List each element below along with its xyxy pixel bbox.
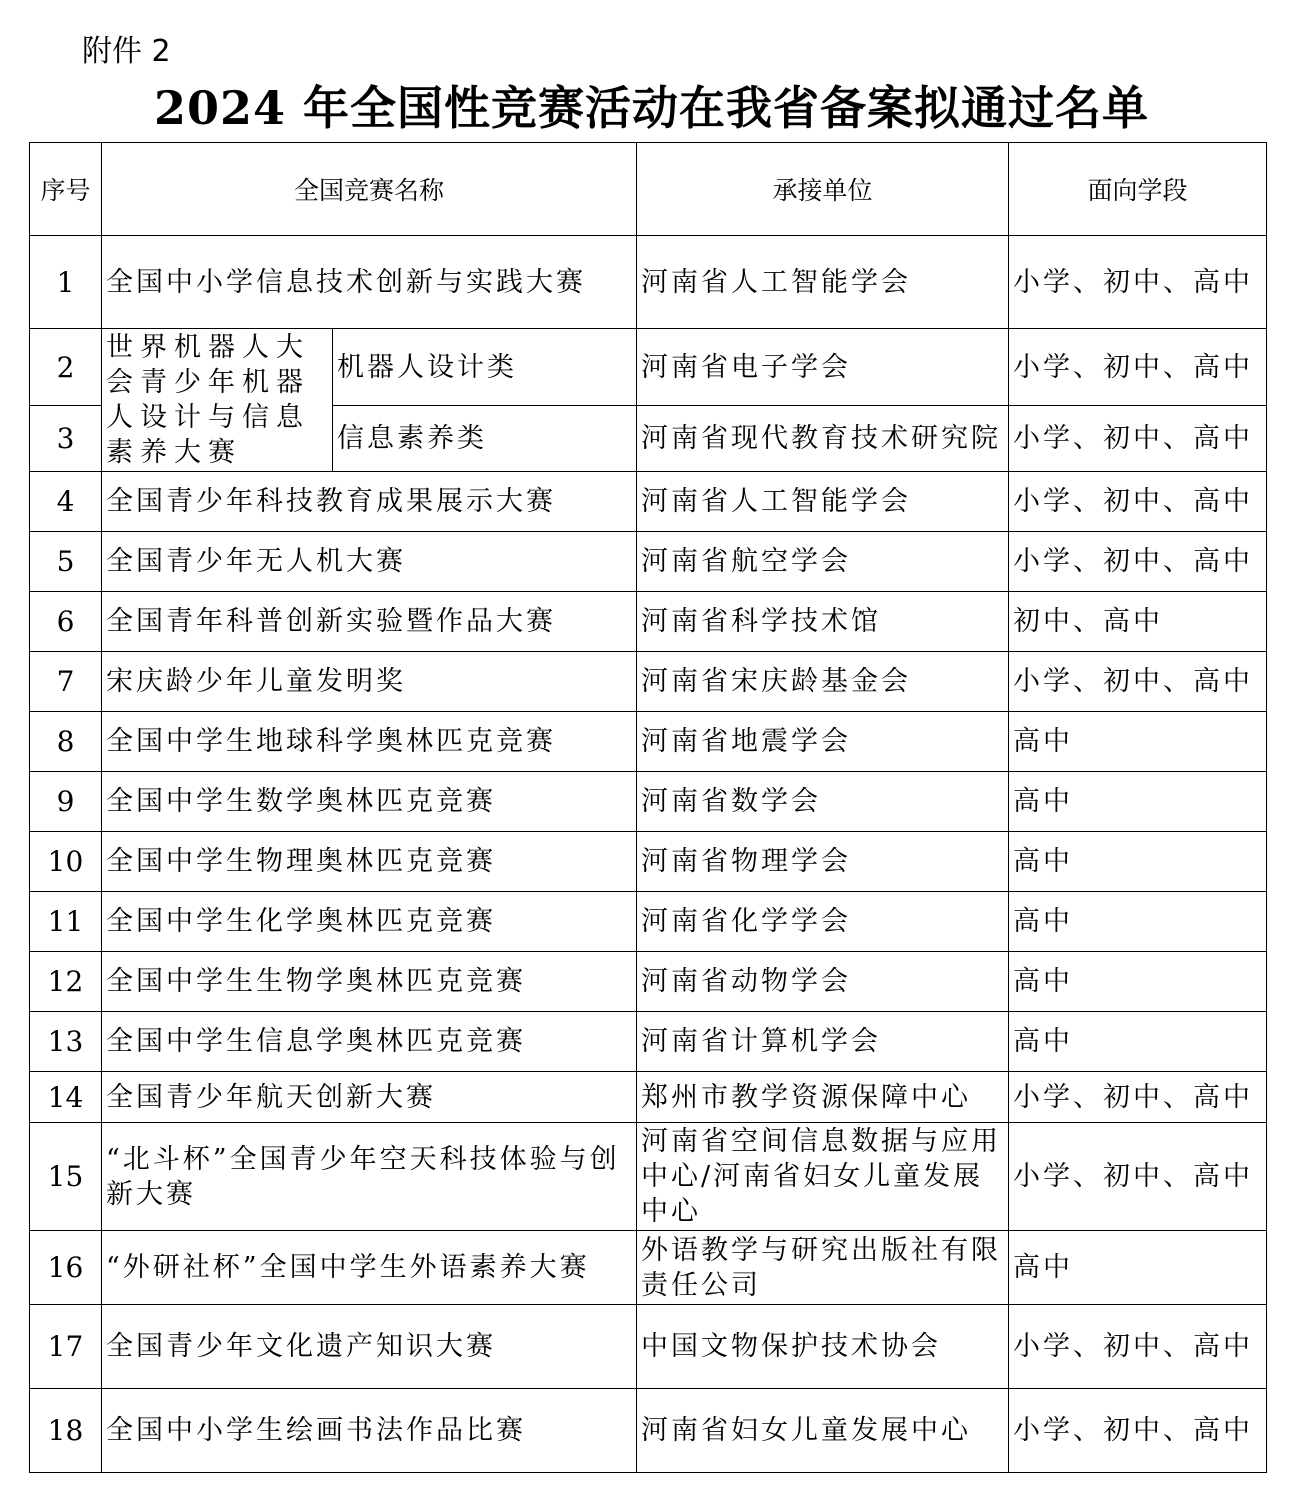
row-level: 高中 (1009, 1012, 1267, 1072)
row-index: 15 (30, 1123, 102, 1231)
row-level: 小学、初中、高中 (1009, 472, 1267, 532)
page-title: 2024 年全国性竞赛活动在我省备案拟通过名单 (153, 81, 1150, 135)
row-organizer: 河南省现代教育技术研究院 (637, 406, 1009, 472)
row-competition: 全国青少年科技教育成果展示大赛 (102, 472, 637, 532)
row-organizer: 河南省电子学会 (637, 329, 1009, 406)
row-organizer: 河南省航空学会 (637, 532, 1009, 592)
header-level: 面向学段 (1009, 143, 1267, 236)
row-index: 10 (30, 832, 102, 892)
row-level: 初中、高中 (1009, 592, 1267, 652)
table-row (30, 892, 1267, 952)
row-competition: 全国青少年航天创新大赛 (102, 1072, 637, 1123)
row-level: 高中 (1009, 772, 1267, 832)
row-index: 4 (30, 472, 102, 532)
row-organizer: 河南省妇女儿童发展中心 (637, 1389, 1009, 1473)
row-index: 2 (30, 329, 102, 406)
row-competition: 全国中学生地球科学奥林匹克竞赛 (102, 712, 637, 772)
row-index: 7 (30, 652, 102, 712)
row-index: 8 (30, 712, 102, 772)
row-organizer: 中国文物保护技术协会 (637, 1305, 1009, 1389)
table-row (30, 652, 1267, 712)
row-level: 小学、初中、高中 (1009, 1389, 1267, 1473)
row-level: 高中 (1009, 892, 1267, 952)
table-row (30, 712, 1267, 772)
row-organizer: 河南省人工智能学会 (637, 236, 1009, 329)
table-row (30, 532, 1267, 592)
row-competition: 全国中小学生绘画书法作品比赛 (102, 1389, 637, 1473)
row-index: 14 (30, 1072, 102, 1123)
table-row (30, 1231, 1267, 1305)
row-competition: 全国青少年无人机大赛 (102, 532, 637, 592)
attachment-label: 附件 2 (82, 34, 171, 69)
row-level: 小学、初中、高中 (1009, 406, 1267, 472)
row-level: 小学、初中、高中 (1009, 532, 1267, 592)
group-competition-name: 世界机器人大会青少年机器人设计与信息素养大赛 (102, 329, 333, 472)
row-organizer: 河南省物理学会 (637, 832, 1009, 892)
header-index: 序号 (30, 143, 102, 236)
header-organizer: 承接单位 (637, 143, 1009, 236)
row-organizer: 河南省数学会 (637, 772, 1009, 832)
row-level: 小学、初中、高中 (1009, 652, 1267, 712)
table-row (30, 1012, 1267, 1072)
row-level: 小学、初中、高中 (1009, 1305, 1267, 1389)
row-subcategory: 机器人设计类 (333, 329, 637, 406)
table-row (30, 1123, 1267, 1231)
table-row (30, 592, 1267, 652)
row-competition: 宋庆龄少年儿童发明奖 (102, 652, 637, 712)
table-row (30, 1389, 1267, 1473)
row-competition: 全国中小学信息技术创新与实践大赛 (102, 236, 637, 329)
row-level: 小学、初中、高中 (1009, 236, 1267, 329)
row-competition: 全国中学生生物学奥林匹克竞赛 (102, 952, 637, 1012)
table-row (30, 472, 1267, 532)
row-level: 高中 (1009, 952, 1267, 1012)
table-row (30, 329, 1267, 406)
header-competition: 全国竞赛名称 (102, 143, 637, 236)
table-row (30, 832, 1267, 892)
table-row (30, 236, 1267, 329)
row-competition: 全国青年科普创新实验暨作品大赛 (102, 592, 637, 652)
row-organizer: 河南省人工智能学会 (637, 472, 1009, 532)
row-organizer: 河南省空间信息数据与应用中心/河南省妇女儿童发展中心 (637, 1123, 1009, 1231)
row-level: 小学、初中、高中 (1009, 329, 1267, 406)
row-subcategory: 信息素养类 (333, 406, 637, 472)
row-competition: 全国中学生信息学奥林匹克竞赛 (102, 1012, 637, 1072)
row-organizer: 外语教学与研究出版社有限责任公司 (637, 1231, 1009, 1305)
row-index: 5 (30, 532, 102, 592)
competition-table (29, 142, 1267, 1473)
row-index: 9 (30, 772, 102, 832)
row-organizer: 河南省计算机学会 (637, 1012, 1009, 1072)
row-index: 13 (30, 1012, 102, 1072)
row-index: 12 (30, 952, 102, 1012)
row-level: 高中 (1009, 712, 1267, 772)
row-organizer: 河南省宋庆龄基金会 (637, 652, 1009, 712)
row-organizer: 河南省动物学会 (637, 952, 1009, 1012)
table-row (30, 1305, 1267, 1389)
row-level: 高中 (1009, 832, 1267, 892)
table-header-row (30, 143, 1267, 236)
row-index: 3 (30, 406, 102, 472)
table-row (30, 1072, 1267, 1123)
row-competition: 全国青少年文化遗产知识大赛 (102, 1305, 637, 1389)
row-level: 小学、初中、高中 (1009, 1123, 1267, 1231)
table-row (30, 952, 1267, 1012)
row-index: 17 (30, 1305, 102, 1389)
row-organizer: 郑州市教学资源保障中心 (637, 1072, 1009, 1123)
row-competition: 全国中学生数学奥林匹克竞赛 (102, 772, 637, 832)
row-organizer: 河南省化学学会 (637, 892, 1009, 952)
row-competition: 全国中学生化学奥林匹克竞赛 (102, 892, 637, 952)
row-organizer: 河南省地震学会 (637, 712, 1009, 772)
row-competition: “外研社杯”全国中学生外语素养大赛 (102, 1231, 637, 1305)
row-index: 11 (30, 892, 102, 952)
row-index: 1 (30, 236, 102, 329)
row-level: 高中 (1009, 1231, 1267, 1305)
row-index: 6 (30, 592, 102, 652)
row-competition: “北斗杯”全国青少年空天科技体验与创新大赛 (102, 1123, 637, 1231)
row-index: 18 (30, 1389, 102, 1473)
row-organizer: 河南省科学技术馆 (637, 592, 1009, 652)
row-index: 16 (30, 1231, 102, 1305)
row-competition: 全国中学生物理奥林匹克竞赛 (102, 832, 637, 892)
row-level: 小学、初中、高中 (1009, 1072, 1267, 1123)
table-row (30, 772, 1267, 832)
